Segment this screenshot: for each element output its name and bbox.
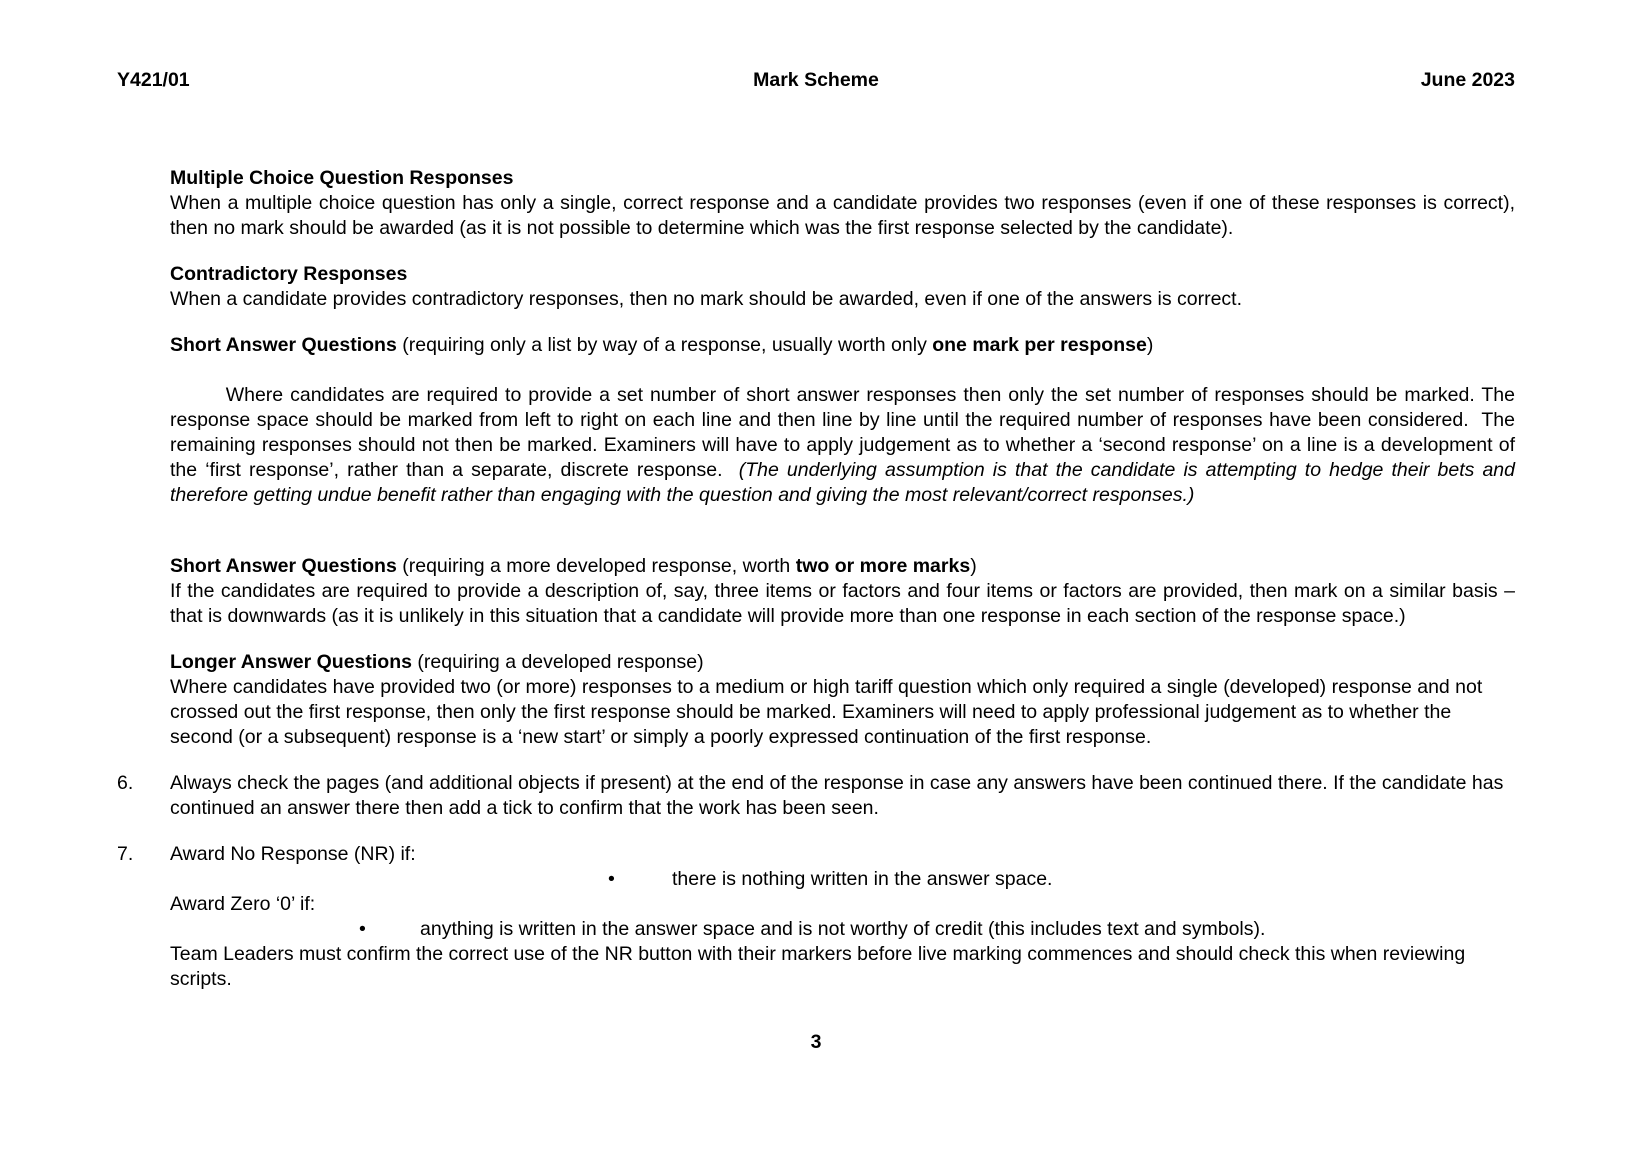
- item-7-bullet-anything-written: [359, 917, 1515, 942]
- bullet-text: anything is written in the answer space and is not worthy of credit (this includes text and symbols).: [420, 918, 1266, 940]
- bullet-icon: •: [359, 918, 366, 940]
- bullet-text: there is nothing written in the answer space.: [672, 868, 1053, 890]
- section-contradictory: [170, 262, 1515, 312]
- heading-bold-run: two or more marks: [795, 555, 971, 577]
- heading-bold-run: Short Answer Questions: [170, 555, 397, 577]
- heading-normal-run: ): [970, 555, 977, 577]
- section-longer-answer-body: Where candidates have provided two (or more) responses to a medium or high tariff question which only required a single (developed) response and not crossed out the first response, then only the first response should be marked. Examiners will need to apply professional judgement as to whether the second (or a subsequent) response is a ‘new start’ or simply a poorly expressed continuation of the first response.: [170, 676, 1483, 748]
- item-6-number: 6.: [117, 772, 134, 794]
- section-short-answer-developed-body: If the candidates are required to provide a description of, say, three items or factors and four items or factors are provided, then mark on a similar basis – that is downwards (as it is unlikely in this situation that a candidate will provide more than one response in each section of the response space.): [170, 580, 1521, 627]
- section-multiple-choice-heading: Multiple Choice Question Responses: [170, 167, 514, 189]
- heading-normal-run: (requiring a developed response): [411, 651, 704, 673]
- section-short-answer-list-body: [170, 358, 1521, 533]
- section-short-answer-list-heading: [170, 333, 1515, 358]
- section-contradictory-body: When a candidate provides contradictory responses, then no mark should be awarded, even if one of the answers is correct.: [170, 288, 1243, 310]
- bullet-icon: •: [608, 868, 615, 890]
- body-italic-run: (The underlying assumption is that the candidate is attempting to hedge their bets and therefore getting undue benefit rather than engaging with the question and giving the most relevant/correct responses.): [170, 459, 1521, 506]
- section-short-answer-developed-heading: [170, 554, 1515, 579]
- heading-normal-run: (requiring a more developed response, worth: [396, 555, 796, 577]
- item-7-number: 7.: [117, 843, 134, 865]
- heading-bold-run: one mark per response: [932, 334, 1147, 356]
- document-body: [117, 166, 1521, 1013]
- heading-bold-run: Longer Answer Questions: [170, 651, 412, 673]
- section-short-answer-list: [170, 333, 1521, 533]
- body-regular-run: Where candidates are required to provide a set number of short answer responses then only the set number of responses should be marked. The response space should be marked from left to right on each line and then line by line until the required number of responses have been considered. The remaining responses should not then be marked. Examiners will have to apply judgement as to whether a ‘second response’ on a line is a development of the ‘first response’, rather than a separate, discrete response.: [170, 384, 1521, 481]
- item-7-line-award-nr: Award No Response (NR) if:: [170, 843, 416, 865]
- numbered-item-7: [117, 842, 1515, 992]
- page-footer: [117, 1030, 1515, 1055]
- header-exam-code: Y421/01: [117, 69, 190, 91]
- page-number: 3: [810, 1031, 822, 1053]
- section-short-answer-developed: [170, 554, 1521, 629]
- item-7-bullet-nothing-written: [608, 867, 1515, 892]
- heading-normal-run: (requiring only a list by way of a response, usually worth only: [396, 334, 933, 356]
- section-multiple-choice-body: When a multiple choice question has only a single, correct response and a candidate provides two responses (even if one of these responses is correct), then no mark should be awarded (as it is not possible to determine which was the first response selected by the candidate).: [170, 192, 1521, 239]
- item-6-body: [170, 771, 1515, 821]
- header-session: June 2023: [1420, 69, 1515, 91]
- section-contradictory-heading: Contradictory Responses: [170, 263, 408, 285]
- section-longer-answer: [170, 650, 1515, 750]
- section-longer-answer-heading: [170, 650, 1515, 675]
- section-multiple-choice: [170, 166, 1521, 241]
- item-7-line-award-zero: Award Zero ‘0’ if:: [170, 893, 316, 915]
- header-title: Mark Scheme: [753, 69, 879, 91]
- item-7-body: [170, 842, 1515, 992]
- page-header: [117, 68, 1515, 93]
- heading-normal-run: ): [1146, 334, 1154, 356]
- item-6-text: Always check the pages (and additional objects if present) at the end of the response in case any answers have been continued there. If the candidate has continued an answer there then add a tick to confirm that the work has been seen.: [170, 772, 1504, 819]
- numbered-item-6: [117, 771, 1515, 821]
- item-7-line-team-leaders: Team Leaders must confirm the correct use of the NR button with their markers before live marking commences and should check this when reviewing scripts.: [170, 943, 1466, 990]
- heading-bold-run: Short Answer Questions: [170, 334, 397, 356]
